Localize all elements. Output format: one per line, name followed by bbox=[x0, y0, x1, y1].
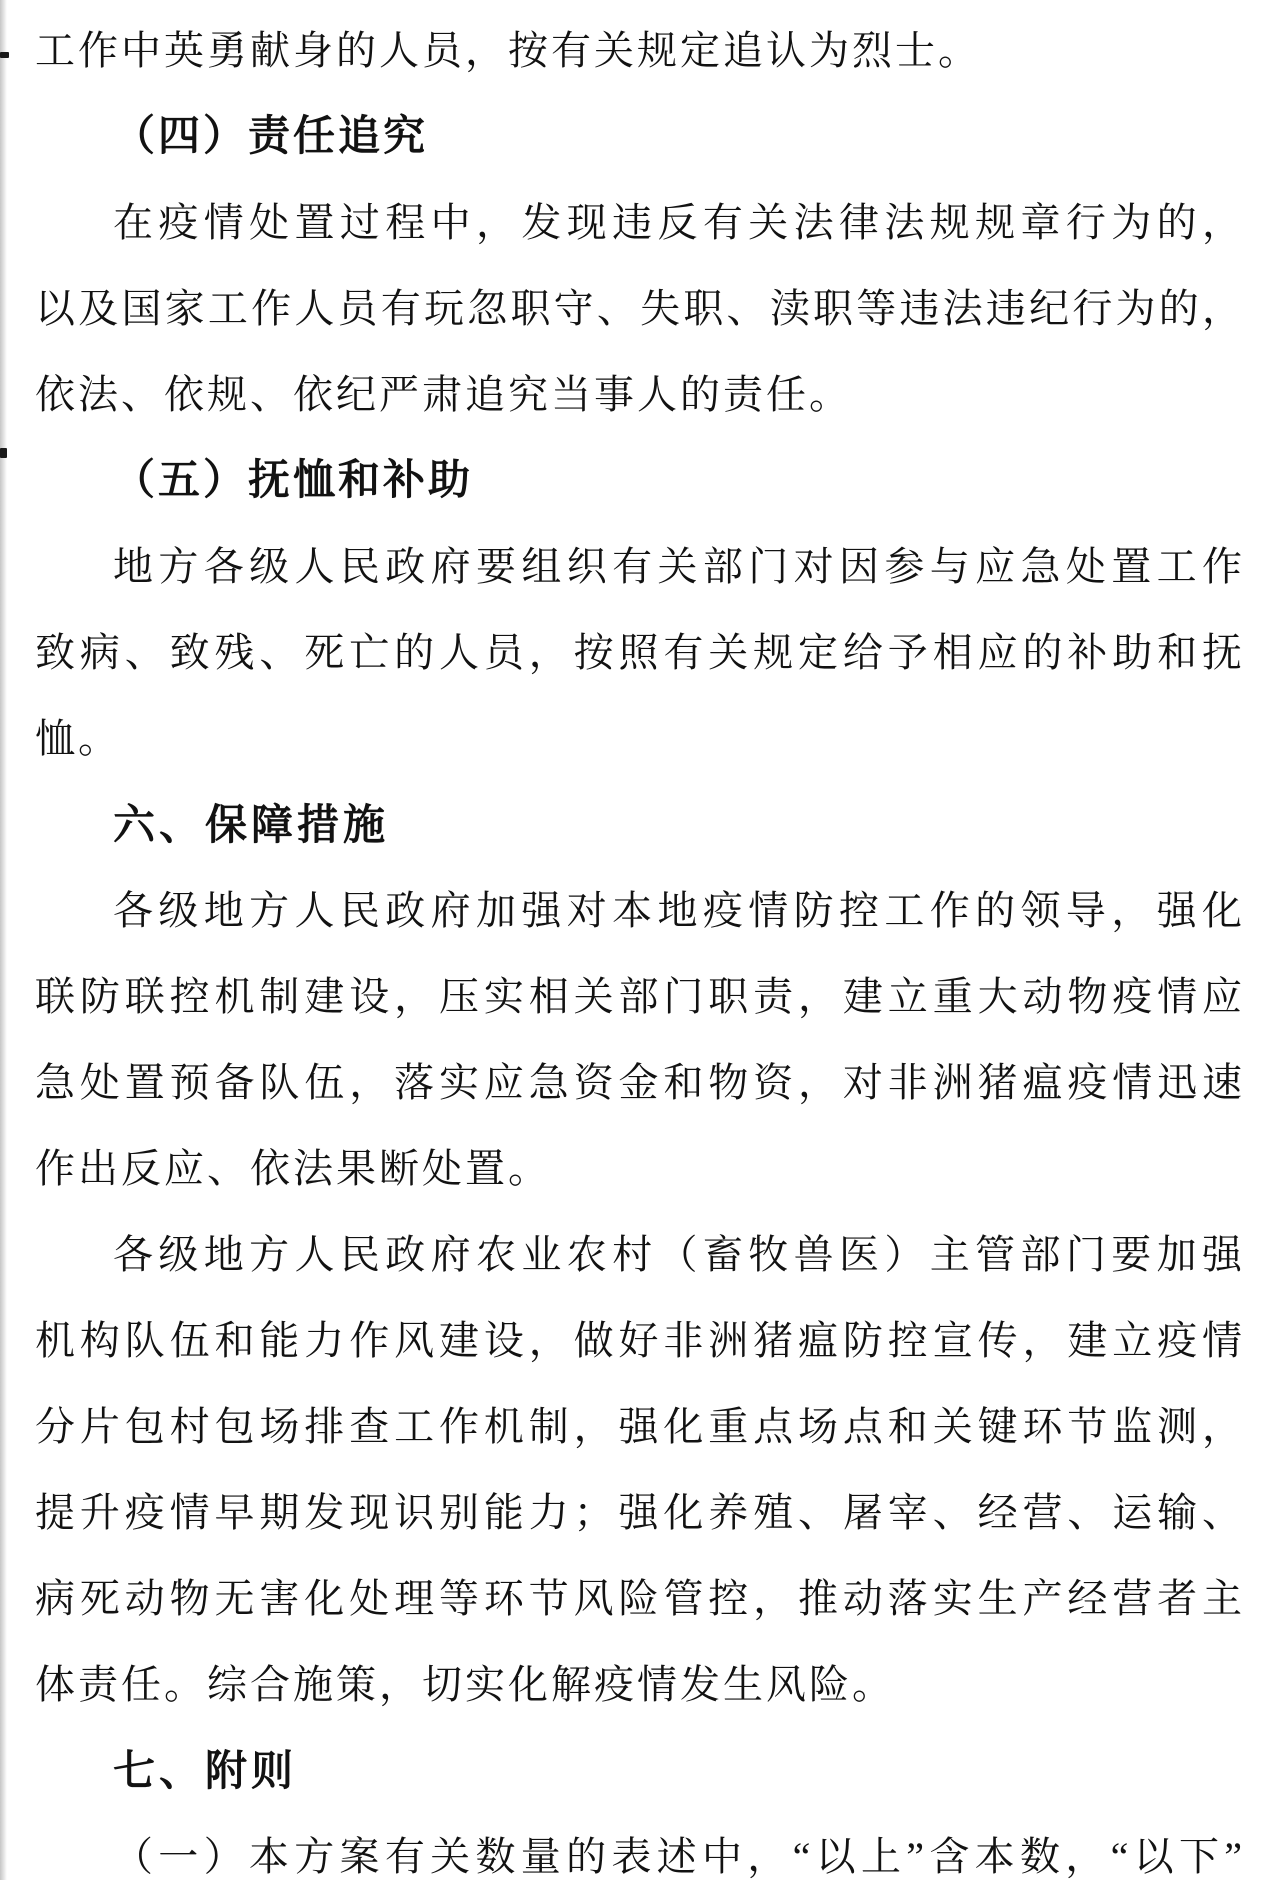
document-line: 急处置预备队伍，落实应急资金和物资，对非洲猪瘟疫情迅速 bbox=[35, 1060, 1245, 1105]
document-line: 病死动物无害化处理等环节风险管控，推动落实生产经营者主 bbox=[35, 1576, 1245, 1621]
scan-artifact bbox=[0, 448, 7, 458]
section-heading: 七、附则 bbox=[113, 1747, 298, 1794]
document-line: 各级地方人民政府农业农村（畜牧兽医）主管部门要加强 bbox=[113, 1232, 1245, 1277]
document-line: 在疫情处置过程中，发现违反有关法律法规规章行为的， bbox=[113, 200, 1245, 245]
scan-edge-shadow bbox=[0, 0, 7, 1880]
document-line: （一）本方案有关数量的表述中，“以上”含本数，“以下” bbox=[113, 1834, 1245, 1879]
document-line: 恤。 bbox=[35, 716, 121, 761]
document-line: 工作中英勇献身的人员，按有关规定追认为烈士。 bbox=[35, 28, 981, 73]
document-line: 机构队伍和能力作风建设，做好非洲猪瘟防控宣传，建立疫情 bbox=[35, 1318, 1245, 1363]
section-heading: （四）责任追究 bbox=[113, 114, 429, 160]
section-heading: 六、保障措施 bbox=[113, 801, 390, 848]
document-line: 提升疫情早期发现识别能力；强化养殖、屠宰、经营、运输、 bbox=[35, 1490, 1245, 1535]
document-line: 分片包村包场排查工作机制，强化重点场点和关键环节监测， bbox=[35, 1404, 1245, 1449]
document-line: 以及国家工作人员有玩忽职守、失职、渎职等违法违纪行为的， bbox=[35, 286, 1245, 331]
document-line: 依法、依规、依纪严肃追究当事人的责任。 bbox=[35, 372, 852, 417]
document-line: 各级地方人民政府加强对本地疫情防控工作的领导，强化 bbox=[113, 888, 1245, 933]
document-line: 体责任。综合施策，切实化解疫情发生风险。 bbox=[35, 1662, 895, 1707]
document-line: 联防联控机制建设，压实相关部门职责，建立重大动物疫情应 bbox=[35, 974, 1245, 1019]
document-text-block bbox=[35, 8, 1245, 1900]
document-line: 作出反应、依法果断处置。 bbox=[35, 1146, 551, 1191]
document-line: 地方各级人民政府要组织有关部门对因参与应急处置工作 bbox=[113, 544, 1245, 589]
scan-artifact bbox=[0, 52, 9, 58]
document-line: 致病、致残、死亡的人员，按照有关规定给予相应的补助和抚 bbox=[35, 630, 1245, 675]
section-heading: （五）抚恤和补助 bbox=[113, 458, 474, 504]
